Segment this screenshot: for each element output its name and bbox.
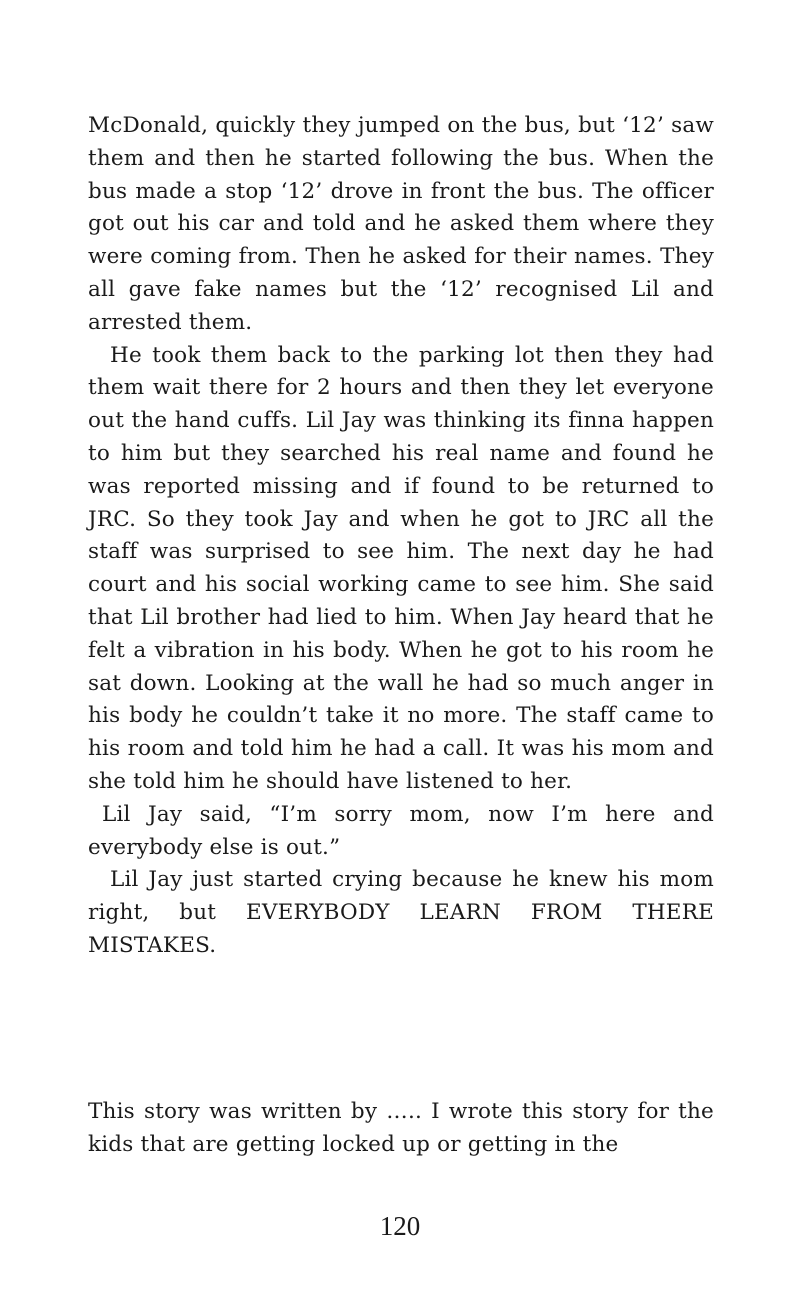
author-note-text: This story was written by ….. I wrote this story for the kids that are getting locked up or getting in the: [88, 1099, 714, 1157]
story-paragraph-2: He took them back to the parking lot then they had them wait there for 2 hours and then they let everyone out the hand cuffs. Lil Jay was thinking its finna happen to him but they searched his real name and found he was reported missing and if found to be returned to JRC. So they took Jay and when he got to JRC all the staff was surprised to see him. The next day he had court and his social working came to see him. She said that Lil brother had lied to him. When Jay heard that he felt a vibration in his body. When he got to his room he sat down. Looking at the wall he had so much anger in his body he couldn’t take it no more. The staff came to his room and told him he had a call. It was his mom and she told him he should have listened to her.: [88, 342, 714, 794]
page-number: 120: [379, 1211, 421, 1241]
author-note: [88, 1096, 714, 1162]
story-text: [88, 110, 714, 963]
story-paragraph-1: McDonald, quickly they jumped on the bus, but ‘12’ saw them and then he started following the bus. When the bus made a stop ‘12’ drove in front the bus. The officer got out his car and told and he asked them where they were coming from. Then he asked for their names. They all gave fake names but the ‘12’ recognised Lil and arrested them.: [88, 113, 714, 335]
story-paragraph-3: Lil Jay said, “I’m sorry mom, now I’m here and everybody else is out.”: [88, 801, 714, 860]
story-paragraph-4: Lil Jay just started crying because he knew his mom right, but EVERYBODY LEARN FROM THERE MISTAKES.: [88, 867, 714, 958]
